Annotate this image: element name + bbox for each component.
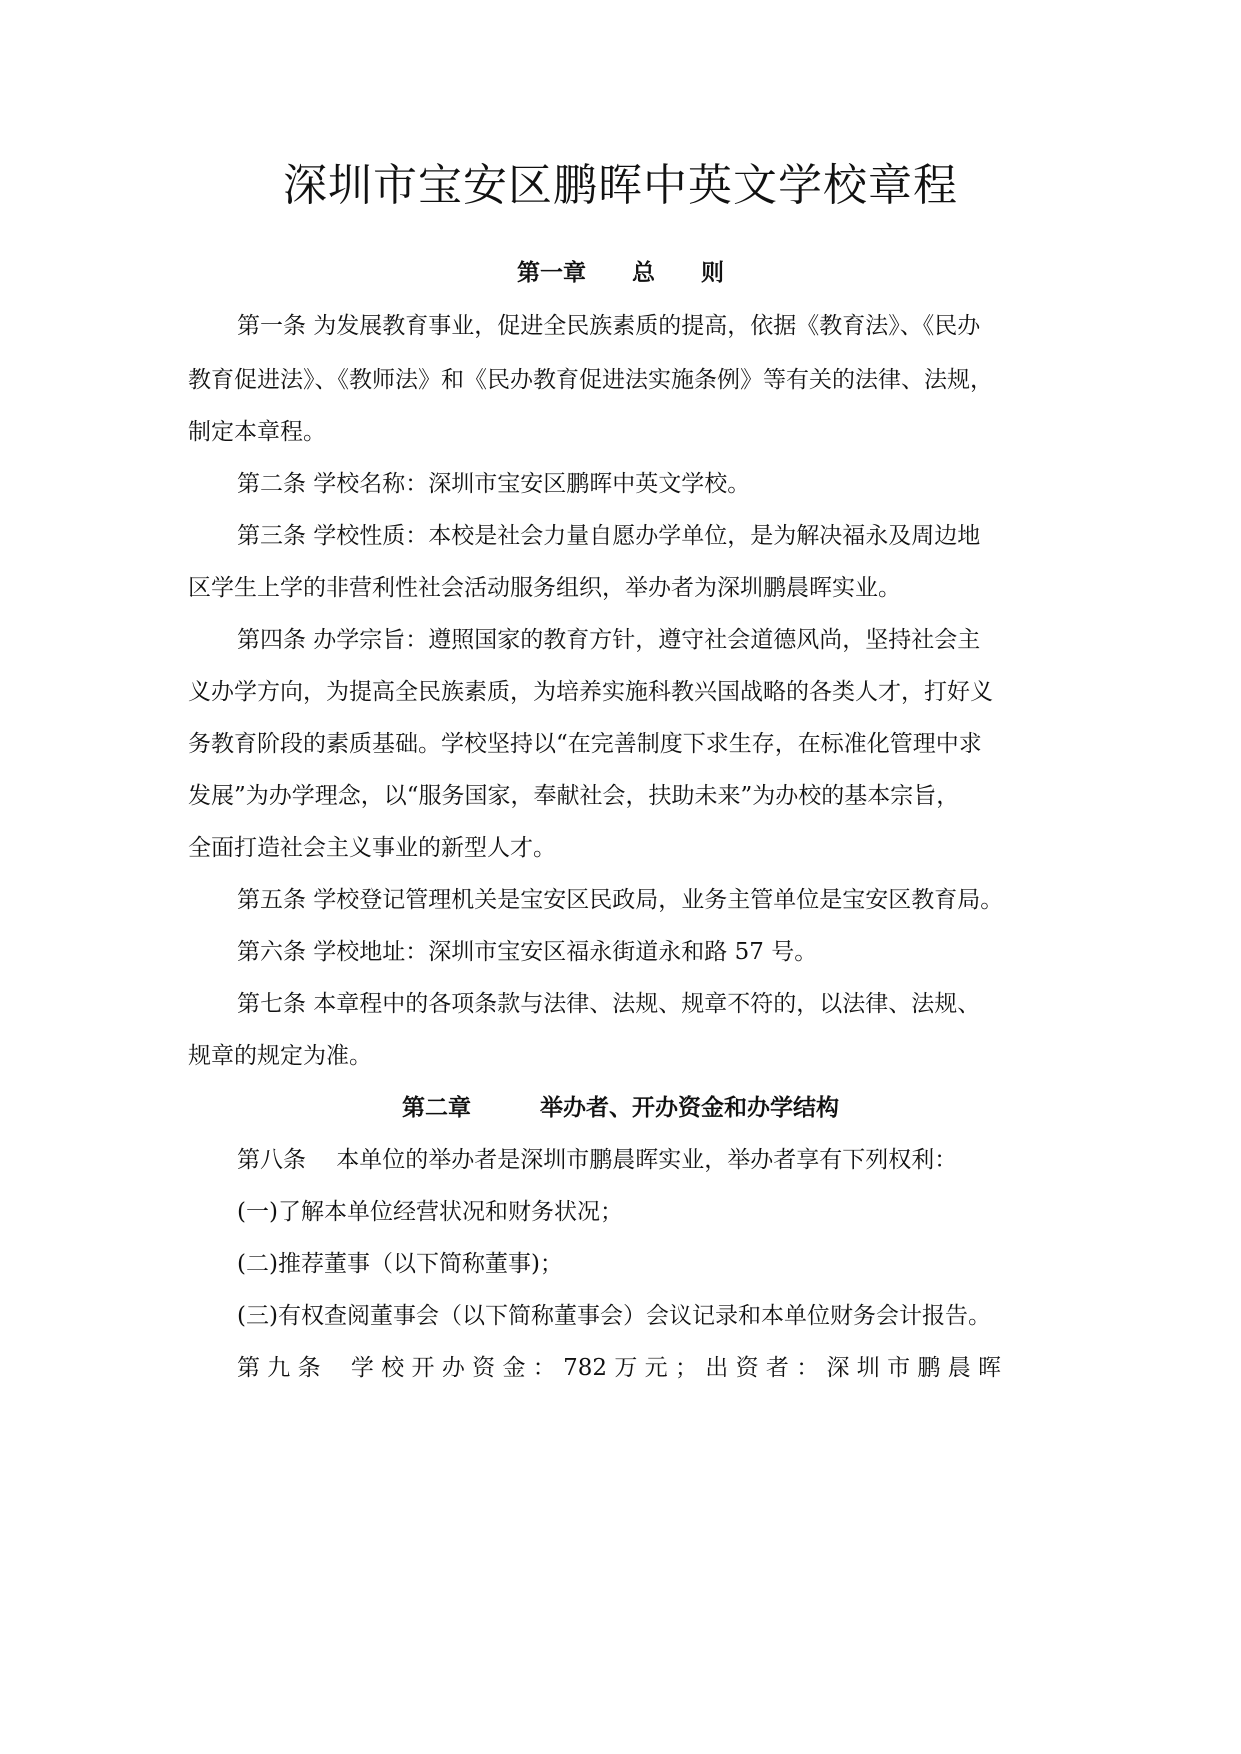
article-4-line-3: 务教育阶段的素质基础。学校坚持以“在完善制度下求生存，在标准化管理中求 — [188, 731, 982, 757]
article-4-line-1: 第四条 办学宗旨：遵照国家的教育方针，遵守社会道德风尚，坚持社会主 — [237, 627, 981, 653]
article-1-line-2: 教育促进法》、《教师法》和《民办教育促进法实施条例》等有关的法律、法规， — [188, 367, 993, 393]
chapter-2-heading: 第二章 举办者、开办资金和办学结构 — [402, 1095, 839, 1121]
article-8-item-2: (二)推荐董事（以下简称董事)； — [237, 1251, 563, 1277]
article-3-line-2: 区学生上学的非营利性社会活动服务组织，举办者为深圳鹏晨晖实业。 — [188, 575, 901, 601]
article-5-line-1: 第五条 学校登记管理机关是宝安区民政局，业务主管单位是宝安区教育局。 — [237, 887, 1004, 913]
article-4-line-5: 全面打造社会主义事业的新型人才。 — [188, 835, 556, 861]
article-9-line-1: 第 九 条 学 校 开 办 资 金 ： 782 万 元 ； 出 资 者 ： 深 圳 市 鹏 晨 晖 — [237, 1355, 1002, 1381]
article-8-line-1: 第八条 本单位的举办者是深圳市鹏晨晖实业，举办者享有下列权利： — [237, 1147, 958, 1173]
article-7-line-2: 规章的规定为准。 — [188, 1043, 372, 1069]
article-6-line-1: 第六条 学校地址：深圳市宝安区福永街道永和路 57 号。 — [237, 939, 818, 965]
article-4-line-4: 发展”为办学理念，以“服务国家，奉献社会，扶助未来”为办校的基本宗旨， — [188, 783, 960, 809]
article-7-line-1: 第七条 本章程中的各项条款与法律、法规、规章不符的，以法律、法规、 — [237, 991, 981, 1017]
chapter-1-heading: 第一章 总 则 — [517, 260, 724, 286]
article-8-item-3: (三)有权查阅董事会（以下简称董事会）会议记录和本单位财务会计报告。 — [237, 1303, 991, 1329]
document-title: 深圳市宝安区鹏晖中英文学校章程 — [283, 160, 958, 211]
article-2-line-1: 第二条 学校名称：深圳市宝安区鹏晖中英文学校。 — [237, 471, 751, 497]
article-3-line-1: 第三条 学校性质：本校是社会力量自愿办学单位，是为解决福永及周边地 — [237, 523, 981, 549]
article-1-line-1: 第一条 为发展教育事业，促进全民族素质的提高，依据《教育法》、《民办 — [237, 313, 981, 339]
article-8-item-1: (一)了解本单位经营状况和财务状况； — [237, 1199, 623, 1225]
article-1-line-3: 制定本章程。 — [188, 419, 326, 445]
article-4-line-2: 义办学方向，为提高全民族素质，为培养实施科教兴国战略的各类人才，打好义 — [188, 679, 993, 705]
